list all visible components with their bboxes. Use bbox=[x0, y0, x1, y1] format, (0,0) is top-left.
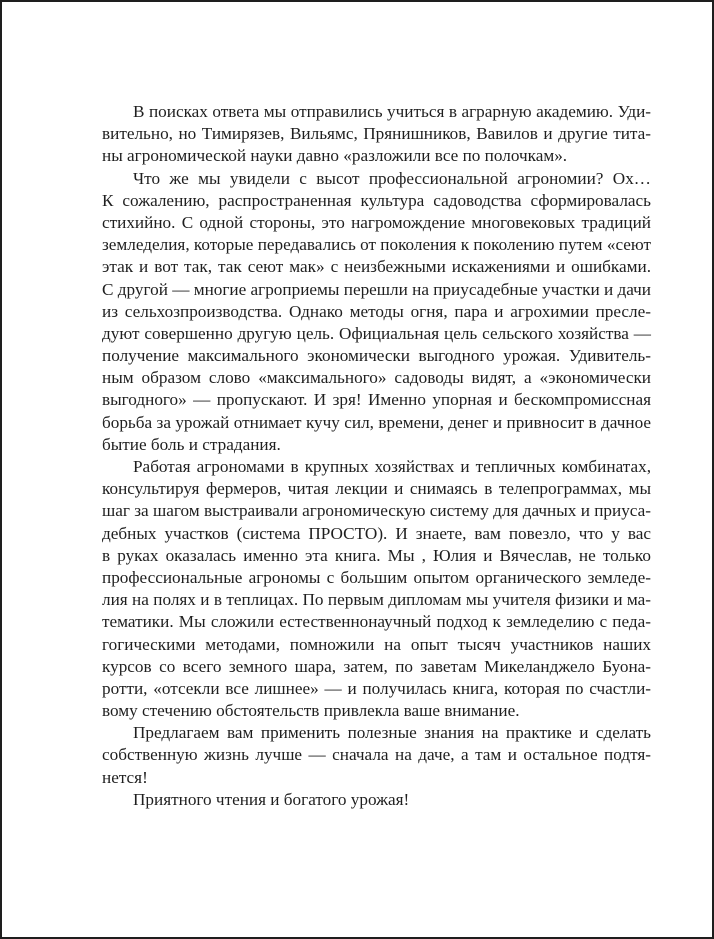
text-line: ны агрономической науки давно «разложили все по полочкам». bbox=[102, 146, 568, 166]
paragraph bbox=[102, 456, 651, 722]
text-line: Работая агрономами в крупных хозяйствах и тепличных комбинатах, bbox=[133, 457, 651, 476]
text-line: В поисках ответа мы отправились учиться в аграрную академию. Уди- bbox=[133, 102, 651, 121]
text-line: из сельхозпроизводства. Однако методы огня, пара и агрохимии пресле- bbox=[102, 301, 651, 321]
paragraph bbox=[102, 722, 651, 789]
text-line: вительно, но Тимирязев, Вильямс, Прянишников, Вавилов и другие тита- bbox=[102, 124, 651, 144]
text-line: шаг за шагом выстраивали агрономическую систему для дачных и приуса- bbox=[102, 501, 651, 521]
text-line: Предлагаем вам применить полезные знания на практике и сделать bbox=[133, 723, 651, 743]
text-line: земледелия, которые передавались от поколения к поколению путем «сеют bbox=[102, 235, 652, 255]
text-line: лия на полях и в теплицах. По первым дипломам мы учителя физики и ма- bbox=[102, 590, 651, 610]
text-line: выгодного» — пропускают. И зря! Именно упорная и бескомпромиссная bbox=[102, 390, 651, 410]
text-line: дуют совершенно другую цель. Официальная цель сельского хозяйства — bbox=[102, 323, 651, 343]
text-line: С другой — многие агроприемы перешли на приусадебные участки и дачи bbox=[102, 279, 651, 299]
text-line: ным образом слово «максимального» садоводы видят, а «экономически bbox=[102, 368, 651, 388]
paragraph bbox=[102, 101, 651, 168]
text-line: курсов со всего земного шара, затем, по заветам Микеланджело Буона- bbox=[102, 656, 651, 676]
text-line: вому стечению обстоятельств привлекла ваше внимание. bbox=[102, 701, 520, 721]
text-line: ротти, «отсекли все лишнее» — и получилась книга, которая по счастли- bbox=[102, 678, 651, 698]
text-line: бытие боль и страдания. bbox=[102, 434, 281, 454]
text-line: Что же мы увидели с высот профессиональной агрономии? Ох… bbox=[133, 168, 651, 188]
body-text bbox=[102, 101, 651, 811]
text-line: дебных участков (система ПРОСТО). И знаете, вам повезло, что у вас bbox=[102, 523, 651, 543]
text-line: профессиональные агрономы с большим опытом органического земледе- bbox=[102, 567, 651, 587]
text-line: консультируя фермеров, читая лекции и снимаясь в телепрограммах, мы bbox=[102, 479, 651, 499]
text-line: борьба за урожай отнимает кучу сил, времени, денег и привносит в дачное bbox=[102, 412, 651, 432]
text-line: этак и вот так, так сеют мак» с неизбежными искажениями и ошибками. bbox=[102, 257, 651, 277]
text-line: нется! bbox=[102, 767, 148, 787]
paragraph bbox=[102, 168, 651, 456]
text-line: получение максимального экономически выгодного урожая. Удивитель- bbox=[102, 346, 651, 366]
text-line: гогическими методами, помножили на опыт тысяч участников наших bbox=[102, 634, 651, 654]
text-line: в руках оказалась именно эта книга. Мы , Юлия и Вячеслав, не только bbox=[102, 545, 651, 565]
text-line: тематики. Мы сложили естественнонаучный подход к земледелию с педа- bbox=[102, 612, 651, 632]
text-line: собственную жизнь лучше — сначала на даче, а там и остальное подтя- bbox=[102, 745, 651, 765]
text-line: Приятного чтения и богатого урожая! bbox=[133, 789, 410, 809]
text-line: К сожалению, распространенная культура садоводства сформировалась bbox=[102, 190, 651, 210]
text-line: стихийно. С одной стороны, это нагромождение многовековых традиций bbox=[102, 212, 651, 232]
paragraph bbox=[102, 789, 651, 811]
